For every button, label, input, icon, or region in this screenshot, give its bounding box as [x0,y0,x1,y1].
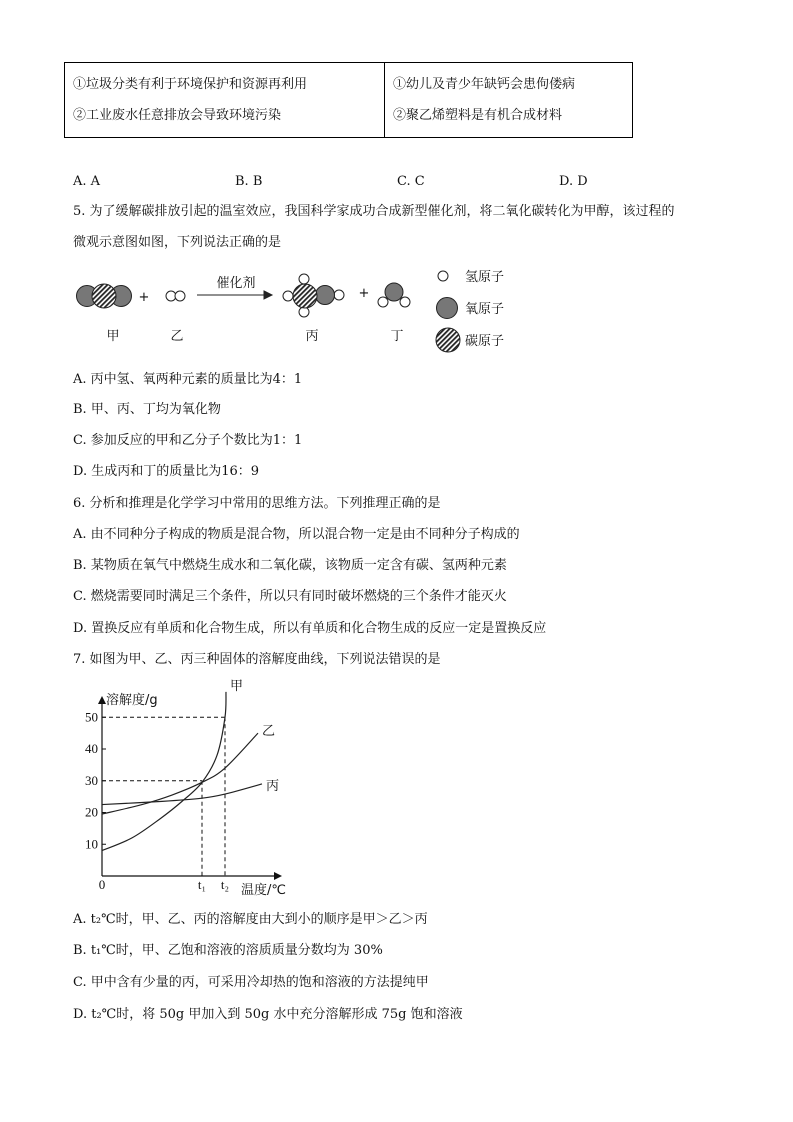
molecule-label-ding: 丁 [390,329,404,344]
q5-option-a: A. 丙中氢、氧两种元素的质量比为4：1 [73,372,303,387]
x-tick-label: t₁ [197,877,207,892]
series-curve-甲 [102,692,226,851]
x-axis-label: 温度/℃ [241,883,286,898]
q4-choice-b: B. B [235,174,263,189]
solubility-chart [85,679,286,898]
legend-oxygen-atom [437,298,458,319]
q5-option-c: C. 参加反应的甲和乙分子个数比为1：1 [73,433,303,448]
series-label: 丙 [266,778,280,794]
plus-sign: + [358,286,370,301]
oxygen-atom [385,283,403,301]
y-tick-label: 10 [85,836,98,852]
legend-hydrogen-label: 氢原子 [465,270,505,285]
hydrogen-atom [299,307,309,317]
table-text: ②工业废水任意排放会导致环境污染 [73,108,282,123]
legend-hydrogen-atom [438,271,448,281]
q6-option-b: B. 某物质在氧气中燃烧生成水和二氧化碳，该物质一定含有碳、氢两种元素 [73,558,507,573]
q7-stem: 7. 如图为甲、乙、丙三种固体的溶解度曲线，下列说法错误的是 [73,652,441,667]
q5-option-b: B. 甲、丙、丁均为氧化物 [73,402,221,417]
y-tick-label: 20 [85,804,98,820]
series-label: 甲 [230,678,244,694]
molecule-label-jia: 甲 [106,329,120,344]
carbon-atom [92,284,116,308]
hydrogen-atom [400,297,410,307]
hydrogen-atom [299,274,309,284]
table-text: ②聚乙烯塑料是有机合成材料 [393,108,563,123]
y-tick-label: 30 [85,772,98,788]
y-axis-arrow [98,696,106,704]
table-text: ①垃圾分类有利于环境保护和资源再利用 [73,77,308,92]
molecule-label-yi: 乙 [170,329,184,344]
q6-option-a: A. 由不同种分子构成的物质是混合物，所以混合物一定是由不同种分子构成的 [73,527,520,542]
table-text: ①幼儿及青少年缺钙会患佝偻病 [393,77,576,92]
q5-option-d: D. 生成丙和丁的质量比为16：9 [73,464,260,479]
oxygen-atom [316,286,335,305]
legend-oxygen-label: 氧原子 [465,302,505,317]
q7-option-a: A. t₂℃时，甲、乙、丙的溶解度由大到小的顺序是甲＞乙＞丙 [73,912,428,927]
hydrogen-atom [378,297,388,307]
carbon-atom [293,284,317,308]
y-axis-label: 溶解度/g [106,693,158,708]
q7-option-b: B. t₁℃时，甲、乙饱和溶液的溶质质量分数均为 30% [73,943,383,958]
q4-choice-c: C. C [397,174,425,189]
plus-sign: + [138,290,150,305]
legend-carbon-label: 碳原子 [465,334,505,349]
arrow-head [264,291,272,299]
x-axis-arrow [274,872,282,880]
molecule-label-bing: 丙 [305,329,319,344]
series-curve-乙 [102,733,258,814]
x-tick-label: t₂ [220,877,230,892]
q6-stem: 6. 分析和推理是化学学习中常用的思维方法。下列推理正确的是 [73,496,441,511]
legend-carbon-atom [436,328,460,352]
q4-choice-d: D. D [559,174,588,189]
q4-choice-a: A. A [73,174,101,189]
q5-stem-cont: 微观示意图如图，下列说法正确的是 [73,235,282,250]
catalyst-label: 催化剂 [216,276,256,291]
q6-option-d: D. 置换反应有单质和化合物生成，所以有单质和化合物生成的反应一定是置换反应 [73,621,547,636]
q5-stem: 5. 为了缓解碳排放引起的温室效应，我国科学家成功合成新型催化剂，将二氧化碳转化为甲醇，该过程的 [73,204,675,219]
hydrogen-atom [283,291,293,301]
y-tick-label: 40 [85,741,98,756]
q7-option-d: D. t₂℃时，将 50g 甲加入到 50g 水中充分溶解形成 75g 饱和溶液 [73,1007,463,1022]
q7-option-c: C. 甲中含有少量的丙，可采用冷却热的饱和溶液的方法提纯甲 [73,975,429,990]
y-tick-label: 50 [85,709,98,725]
q6-option-c: C. 燃烧需要同时满足三个条件，所以只有同时破坏燃烧的三个条件才能灭火 [73,589,507,604]
hydrogen-atom [175,291,185,301]
hydrogen-atom [334,290,344,300]
series-label: 乙 [262,724,276,740]
origin-label: 0 [98,877,106,892]
